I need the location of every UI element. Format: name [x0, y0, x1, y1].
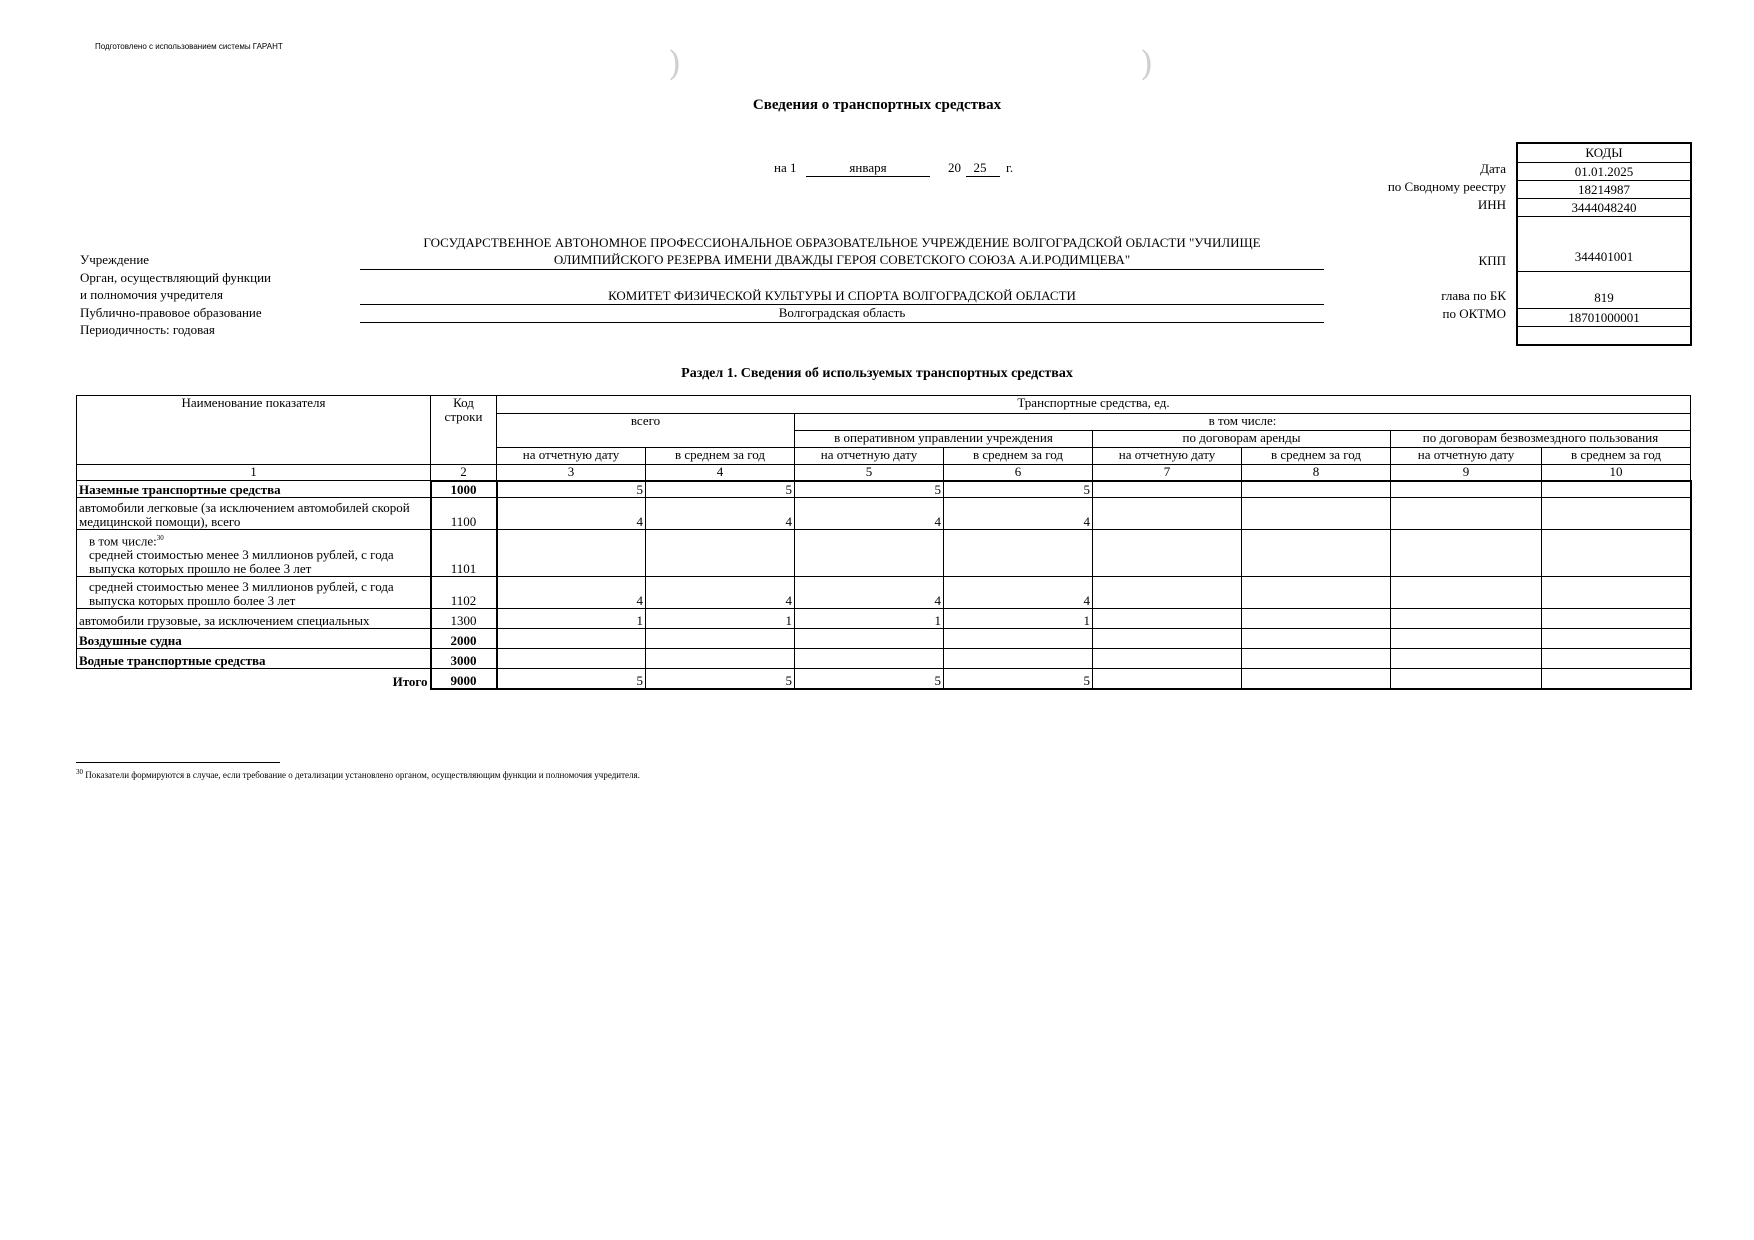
cell-value: [1391, 629, 1542, 649]
founder-label: Орган, осуществляющий функции: [80, 270, 271, 285]
header-on-date: на отчетную дату: [1391, 448, 1542, 465]
cell-value: 5: [646, 481, 795, 498]
cell-value: [795, 629, 944, 649]
cell-value: [646, 649, 795, 669]
row-name: Водные транспортные средства: [77, 649, 431, 669]
cell-value: [1093, 530, 1242, 577]
public-entity-value: Волгоградская область: [778, 305, 906, 320]
cell-value: 5: [646, 669, 795, 689]
header-code: Код строки: [431, 396, 497, 465]
cell-value: [1542, 649, 1691, 669]
col-num: 9: [1391, 465, 1542, 481]
row-code: 1102: [431, 577, 497, 609]
date-month: января: [849, 160, 887, 175]
cell-value: [1391, 609, 1542, 629]
section-title: Раздел 1. Сведения об используемых транспортных средствах: [681, 366, 1073, 381]
code-value-registry: 18214987: [1518, 181, 1690, 199]
cell-value: 4: [944, 577, 1093, 609]
row-code: 1300: [431, 609, 497, 629]
row-code: 9000: [431, 669, 497, 689]
table-row: [77, 498, 1691, 530]
cell-value: [1542, 609, 1691, 629]
header-avg: в среднем за год: [646, 448, 795, 465]
col-num: 4: [646, 465, 795, 481]
codes-box: [1516, 142, 1692, 346]
codes-heading: КОДЫ: [1518, 144, 1690, 163]
row-code: 1100: [431, 498, 497, 530]
col-num: 10: [1542, 465, 1691, 481]
cell-value: [1391, 669, 1542, 689]
header-including: в том числе:: [795, 414, 1691, 431]
cell-value: [1542, 530, 1691, 577]
cell-value: 1: [944, 609, 1093, 629]
cell-value: [795, 649, 944, 669]
cell-value: [1242, 577, 1391, 609]
cell-value: [1093, 577, 1242, 609]
institution-name-line1: ГОСУДАРСТВЕННОЕ АВТОНОМНОЕ ПРОФЕССИОНАЛЬНОЕ ОБРАЗОВАТЕЛЬНОЕ УЧРЕЖДЕНИЕ ВОЛГОГРАДСКОЙ ОБЛАСТИ "УЧИЛИЩЕ: [423, 235, 1261, 250]
founder-value: КОМИТЕТ ФИЗИЧЕСКОЙ КУЛЬТУРЫ И СПОРТА ВОЛГОГРАДСКОЙ ОБЛАСТИ: [608, 288, 1076, 303]
footnote-text: Показатели формируются в случае, если требование о детализации установлено органом, осуществляющим функции и полномочия учредителя.: [85, 770, 640, 780]
row-name: средней стоимостью менее 3 миллионов рублей, с года выпуска которых прошло более 3 лет: [77, 577, 431, 609]
code-label-kpp: КПП: [1478, 253, 1506, 268]
cell-value: 4: [646, 498, 795, 530]
cell-value: [497, 629, 646, 649]
col-num: 8: [1242, 465, 1391, 481]
page-title: Сведения о транспортных средствах: [752, 97, 1002, 113]
cell-value: [1093, 481, 1242, 498]
row-name: Итого: [77, 669, 431, 689]
institution-label: Учреждение: [80, 252, 150, 267]
cell-value: [1242, 609, 1391, 629]
cell-value: [1391, 577, 1542, 609]
cell-value: [1093, 649, 1242, 669]
col-num: 6: [944, 465, 1093, 481]
cell-value: [1093, 498, 1242, 530]
header-on-date: на отчетную дату: [497, 448, 646, 465]
table-row: [77, 629, 1691, 649]
code-label-registry: по Сводному реестру: [1387, 179, 1506, 194]
row-name: Воздушные судна: [77, 629, 431, 649]
header-on-date: на отчетную дату: [1093, 448, 1242, 465]
footnote-ref: 30: [156, 533, 164, 542]
table-row-total: [77, 669, 1691, 689]
cell-value: 4: [497, 577, 646, 609]
code-label-inn: ИНН: [1477, 197, 1506, 212]
cell-value: [944, 629, 1093, 649]
cell-value: [497, 649, 646, 669]
cell-value: [646, 530, 795, 577]
table-row: [77, 481, 1691, 498]
public-entity-label: Публично-правовое образование: [80, 305, 262, 320]
row-name-detail: средней стоимостью менее 3 миллионов рублей, с года выпуска которых прошло не более 3 лет: [89, 547, 394, 576]
date-year: 25: [973, 160, 987, 175]
cell-value: [1093, 629, 1242, 649]
row-name: автомобили грузовые, за исключением специальных: [77, 609, 431, 629]
cell-value: [1391, 498, 1542, 530]
cell-value: 4: [795, 498, 944, 530]
cell-value: [1242, 498, 1391, 530]
code-label-oktmo: по ОКТМО: [1442, 306, 1506, 321]
code-value-kpp: 344401001: [1518, 217, 1690, 272]
header-operative: в оперативном управлении учреждения: [795, 431, 1093, 448]
row-name: Наземные транспортные средства: [77, 481, 431, 498]
transport-table: [76, 395, 1692, 690]
cell-value: [646, 629, 795, 649]
cell-value: 5: [497, 481, 646, 498]
cell-value: 1: [497, 609, 646, 629]
cell-value: 4: [944, 498, 1093, 530]
footnote-mark: 30: [76, 768, 83, 776]
header-avg: в среднем за год: [1242, 448, 1391, 465]
col-num: 2: [431, 465, 497, 481]
col-num: 3: [497, 465, 646, 481]
code-value-empty: [1518, 327, 1690, 344]
cell-value: 4: [795, 577, 944, 609]
cell-value: 4: [646, 577, 795, 609]
date-prefix: на 1: [774, 160, 797, 175]
col-num: 5: [795, 465, 944, 481]
col-num: 7: [1093, 465, 1242, 481]
cell-value: [1391, 530, 1542, 577]
header-avg: в среднем за год: [1542, 448, 1691, 465]
cell-value: 5: [795, 481, 944, 498]
cell-value: [1542, 481, 1691, 498]
row-code: 2000: [431, 629, 497, 649]
cell-value: 5: [497, 669, 646, 689]
cell-value: [1542, 629, 1691, 649]
cell-value: 4: [497, 498, 646, 530]
cell-value: [944, 530, 1093, 577]
code-label-bk: глава по БК: [1441, 288, 1506, 303]
institution-name-line2: ОЛИМПИЙСКОГО РЕЗЕРВА ИМЕНИ ДВАЖДЫ ГЕРОЯ СОВЕТСКОГО СОЮЗА А.И.РОДИМЦЕВА": [553, 252, 1131, 267]
periodicity: Периодичность: годовая: [80, 322, 215, 337]
row-code: 1101: [431, 530, 497, 577]
table-row: [77, 577, 1691, 609]
cell-value: 5: [944, 481, 1093, 498]
cell-value: 5: [944, 669, 1093, 689]
cell-value: 1: [795, 609, 944, 629]
cell-value: [497, 530, 646, 577]
cell-value: [1242, 649, 1391, 669]
code-value-bk: 819: [1518, 272, 1690, 309]
row-name: [77, 530, 431, 577]
header-total: всего: [497, 414, 795, 448]
footnote-divider: [76, 762, 280, 763]
cell-value: [1542, 577, 1691, 609]
scan-mark: ): [668, 44, 682, 84]
table-row: [77, 609, 1691, 629]
table-row: [77, 530, 1691, 577]
founder-label-2: и полномочия учредителя: [80, 287, 223, 302]
cell-value: [1542, 498, 1691, 530]
date-suffix: г.: [1006, 160, 1014, 175]
code-value-oktmo: 18701000001: [1518, 309, 1690, 327]
cell-value: [1093, 669, 1242, 689]
cell-value: [1391, 649, 1542, 669]
cell-value: [795, 530, 944, 577]
scan-mark: ): [1140, 44, 1154, 84]
header-on-date: на отчетную дату: [795, 448, 944, 465]
header-name: Наименование показателя: [77, 396, 431, 465]
cell-value: [1242, 629, 1391, 649]
cell-value: [1242, 530, 1391, 577]
row-code: 1000: [431, 481, 497, 498]
row-code: 3000: [431, 649, 497, 669]
header-free-use: по договорам безвозмездного пользования: [1391, 431, 1691, 448]
garant-note: Подготовлено с использованием системы ГАРАНТ: [95, 42, 283, 51]
code-label-date: Дата: [1480, 161, 1506, 176]
cell-value: [1391, 481, 1542, 498]
code-value-date: 01.01.2025: [1518, 163, 1690, 181]
footnote: [76, 768, 640, 780]
cell-value: [944, 649, 1093, 669]
header-avg: в среднем за год: [944, 448, 1093, 465]
row-name: автомобили легковые (за исключением автомобилей скорой медицинской помощи), всего: [77, 498, 431, 530]
cell-value: [1242, 669, 1391, 689]
cell-value: [1093, 609, 1242, 629]
cell-value: 5: [795, 669, 944, 689]
cell-value: [1542, 669, 1691, 689]
table-row: [77, 649, 1691, 669]
row-subheading: в том числе:: [89, 533, 157, 548]
cell-value: [1242, 481, 1391, 498]
header-rent: по договорам аренды: [1093, 431, 1391, 448]
col-num: 1: [77, 465, 431, 481]
date-year-prefix: 20: [948, 160, 961, 175]
cell-value: 1: [646, 609, 795, 629]
header-transport: Транспортные средства, ед.: [497, 396, 1691, 414]
code-value-inn: 3444048240: [1518, 199, 1690, 217]
